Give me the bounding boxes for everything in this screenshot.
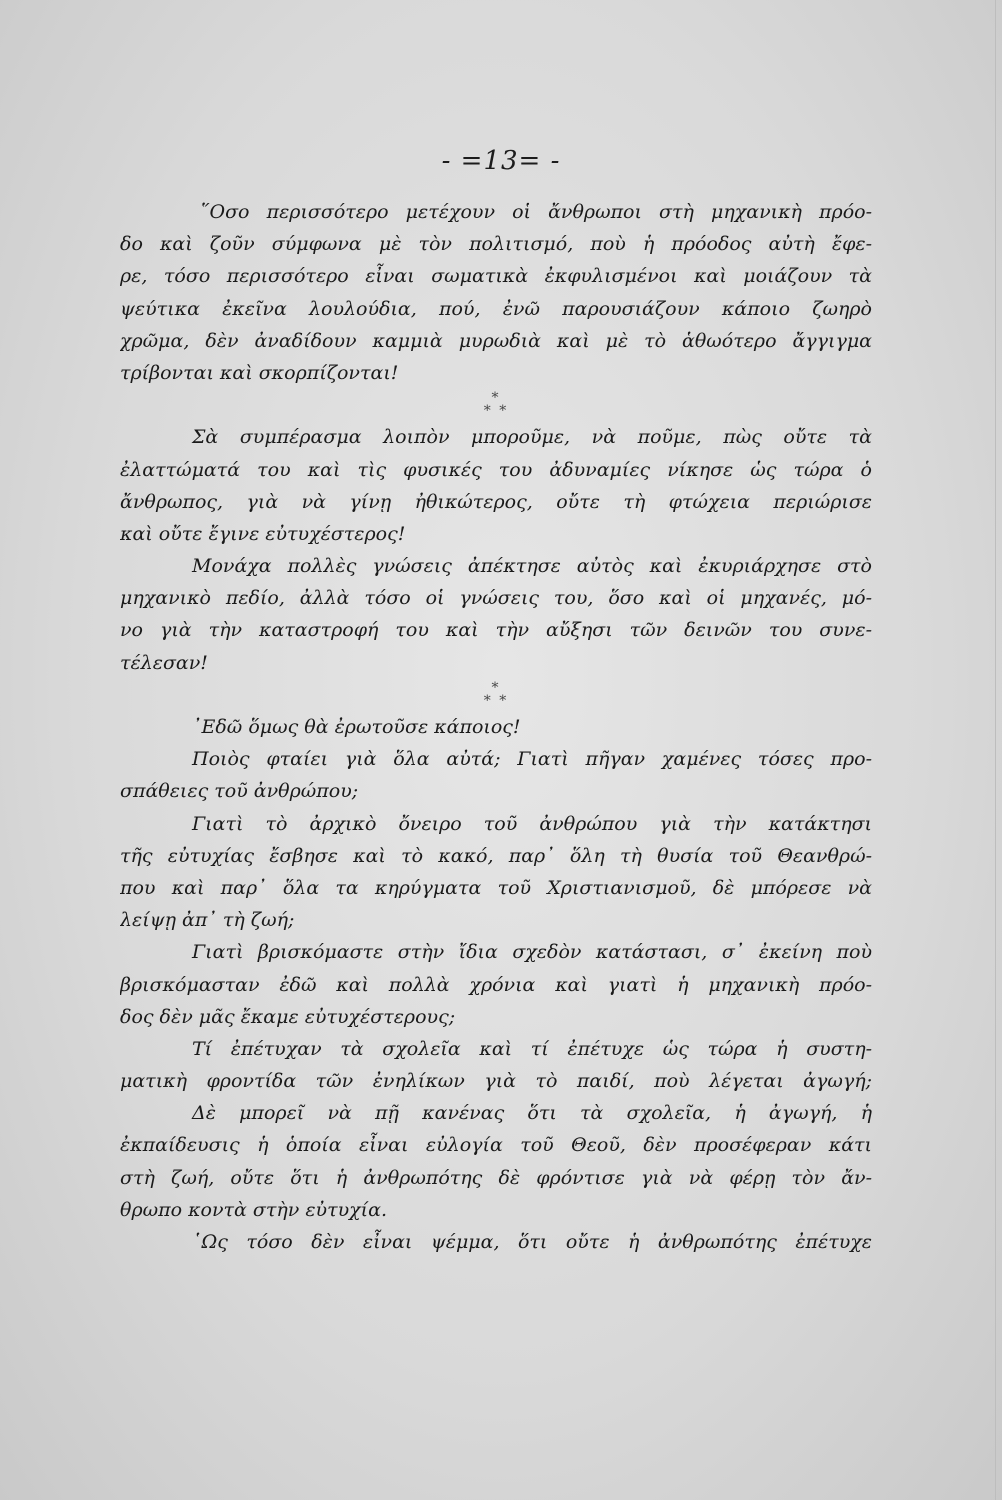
text-line: δο καὶ ζοῦν σύμφωνα μὲ τὸν πολιτισμό, ποὺ ἡ πρόοδος αὐτὴ ἔφε-: [120, 233, 872, 256]
asterism-top: *: [491, 390, 501, 407]
asterism-top: *: [491, 679, 501, 696]
text-line: βρισκόμασταν ἐδῶ καὶ πολλὰ χρόνια καὶ γιατὶ ἡ μηχανικὴ πρόο-: [120, 973, 872, 996]
text-line: Γιατὶ βρισκόμαστε στὴν ἴδια σχεδὸν κατάστασι, σ᾿ ἐκείνη ποὺ: [192, 941, 872, 964]
text-line: ρε, τόσο περισσότερο εἶναι σωματικὰ ἐκφυλισμένοι καὶ μοιάζουν τὰ: [120, 265, 872, 288]
text-line: Δὲ μπορεῖ νὰ πῇ κανένας ὅτι τὰ σχολεῖα, ἡ ἀγωγή, ἡ: [192, 1102, 872, 1125]
section-break-asterism: [120, 389, 872, 421]
text-line: νο γιὰ τὴν καταστροφή του καὶ τὴν αὔξησι τῶν δεινῶν του συνε-: [120, 619, 872, 642]
text-line: ᾿Εδῶ ὅμως θὰ ἐρωτοῦσε κάποιος!: [192, 716, 521, 738]
text-line: μηχανικὸ πεδίο, ἀλλὰ τόσο οἱ γνώσεις του, ὅσο καὶ οἱ μηχανές, μό-: [120, 587, 872, 610]
text-line: ἄνθρωπος, γιὰ νὰ γίνῃ ἠθικώτερος, οὔτε τὴ φτώχεια περιώρισε: [120, 490, 872, 513]
page-edge-line: [995, 0, 996, 1500]
text-line: θρωπο κοντὰ στὴν εὐτυχία.: [120, 1198, 387, 1221]
text-line: καὶ οὔτε ἔγινε εὐτυχέστερος!: [120, 522, 406, 545]
asterism-bottom: * *: [483, 692, 509, 709]
body-text: [120, 196, 872, 1258]
text-line: Γιατὶ τὸ ἀρχικὸ ὄνειρο τοῦ ἀνθρώπου γιὰ τὴν κατάκτησι: [192, 812, 872, 835]
text-line: λείψῃ ἀπ᾿ τὴ ζωή;: [120, 909, 295, 932]
text-line: Μονάχα πολλὲς γνώσεις ἀπέκτησε αὐτὸς καὶ ἐκυριάρχησε στὸ: [192, 555, 872, 578]
text-line: Τί ἐπέτυχαν τὰ σχολεῖα καὶ τί ἐπέτυχε ὡς τώρα ἡ συστη-: [192, 1037, 872, 1060]
text-line: ψεύτικα ἐκεῖνα λουλούδια, πού, ἐνῶ παρουσιάζουν κάποιο ζωηρὸ: [120, 297, 872, 320]
text-line: τέλεσαν!: [120, 651, 208, 674]
text-line: σπάθειες τοῦ ἀνθρώπου;: [120, 780, 359, 803]
text-line: Σὰ συμπέρασμα λοιπὸν μποροῦμε, νὰ ποῦμε, πὼς οὔτε τὰ: [192, 426, 872, 449]
text-line: στὴ ζωή, οὔτε ὅτι ἡ ἀνθρωπότης δὲ φρόντισε γιὰ νὰ φέρῃ τὸν ἄν-: [120, 1166, 872, 1189]
asterism-bottom: * *: [483, 403, 509, 420]
page-number: - =13= -: [441, 146, 561, 176]
text-line: ἐκπαίδευσις ἡ ὁποία εἶναι εὐλογία τοῦ Θεοῦ, δὲν προσέφεραν κάτι: [120, 1134, 872, 1157]
text-line: τῆς εὐτυχίας ἔσβησε καὶ τὸ κακό, παρ᾿ ὅλη τὴ θυσία τοῦ Θεανθρώ-: [120, 844, 872, 867]
text-line: δος δὲν μᾶς ἔκαμε εὐτυχέστερους;: [120, 1005, 456, 1028]
text-line: Ποιὸς φταίει γιὰ ὅλα αὐτά; Γιατὶ πῆγαν χαμένες τόσες προ-: [192, 748, 872, 771]
section-break-asterism: [120, 679, 872, 711]
text-line: ῾Ως τόσο δὲν εἶναι ψέμμα, ὅτι οὔτε ἡ ἀνθρωπότης ἐπέτυχε: [192, 1231, 872, 1253]
text-line: τρίβονται καὶ σκορπίζονται!: [120, 361, 399, 384]
text-line: χρῶμα, δὲν ἀναδίδουν καμμιὰ μυρωδιὰ καὶ μὲ τὸ ἁθωότερο ἄγγιγμα: [120, 329, 872, 352]
text-line: ἐλαττώματά του καὶ τὶς φυσικές του ἀδυναμίες νίκησε ὡς τώρα ὁ: [120, 458, 872, 481]
text-line: ῞Οσο περισσότερο μετέχουν οἱ ἄνθρωποι στὴ μηχανικὴ πρόο-: [200, 201, 872, 223]
text-line: που καὶ παρ᾿ ὅλα τα κηρύγματα τοῦ Χριστιανισμοῦ, δὲ μπόρεσε νὰ: [120, 876, 872, 899]
text-line: ματικὴ φροντίδα τῶν ἐνηλίκων γιὰ τὸ παιδί, ποὺ λέγεται ἀγωγή;: [120, 1070, 872, 1093]
